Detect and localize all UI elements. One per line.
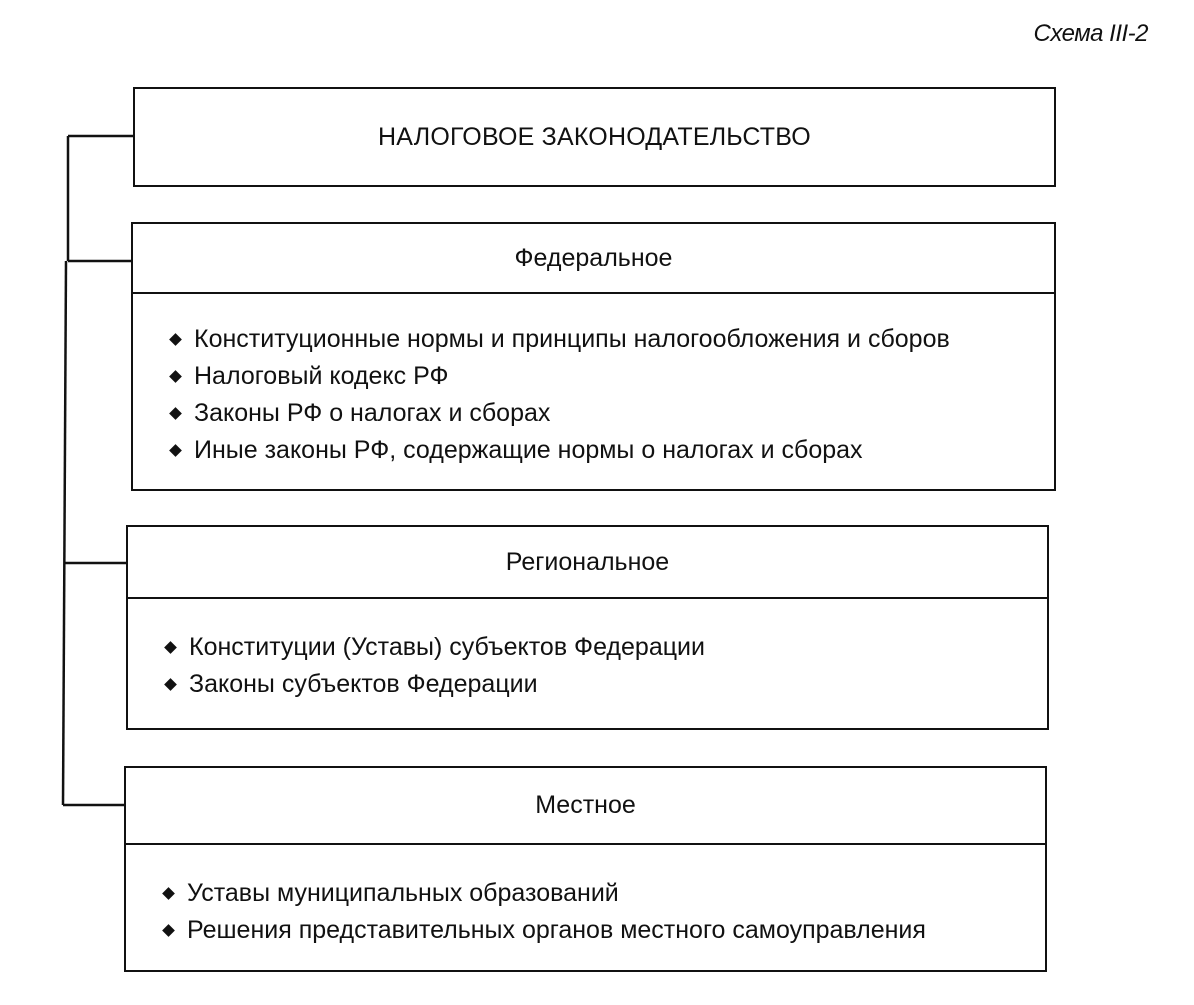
list-item xyxy=(169,358,950,395)
scheme-label: Схема III-2 xyxy=(1033,20,1148,47)
list-item xyxy=(169,432,950,469)
diamond-bullet-icon xyxy=(169,444,182,457)
list-item-text: Законы РФ о налогах и сборах xyxy=(194,399,551,427)
box-local xyxy=(124,766,1047,972)
box-regional-list xyxy=(164,629,705,703)
box-local-list xyxy=(162,875,926,949)
diamond-bullet-icon xyxy=(164,641,177,654)
list-item-text: Иные законы РФ, содержащие нормы о налогах и сборах xyxy=(194,436,863,464)
list-item-text: Налоговый кодекс РФ xyxy=(194,362,449,390)
list-item xyxy=(164,629,705,666)
list-item-text: Конституционные нормы и принципы налогообложения и сборов xyxy=(194,325,950,353)
diamond-bullet-icon xyxy=(164,678,177,691)
box-tax-legislation xyxy=(133,87,1056,187)
box-federal-title: Федеральное xyxy=(133,224,1054,294)
list-item-text: Законы субъектов Федерации xyxy=(189,670,538,698)
box-federal xyxy=(131,222,1056,491)
connector-spine-lower xyxy=(63,261,66,805)
box-local-title: Местное xyxy=(126,768,1045,845)
list-item xyxy=(162,912,926,949)
diamond-bullet-icon xyxy=(162,924,175,937)
list-item xyxy=(169,321,950,358)
diamond-bullet-icon xyxy=(162,887,175,900)
list-item xyxy=(162,875,926,912)
list-item xyxy=(164,666,705,703)
list-item xyxy=(169,395,950,432)
list-item-text: Конституции (Уставы) субъектов Федерации xyxy=(189,633,705,661)
box-tax-legislation-title: НАЛОГОВОЕ ЗАКОНОДАТЕЛЬСТВО xyxy=(378,122,811,151)
diamond-bullet-icon xyxy=(169,370,182,383)
diamond-bullet-icon xyxy=(169,333,182,346)
box-regional-title: Региональное xyxy=(128,527,1047,599)
box-federal-list xyxy=(169,321,950,469)
list-item-text: Решения представительных органов местного самоуправления xyxy=(187,916,926,944)
box-regional xyxy=(126,525,1049,730)
diamond-bullet-icon xyxy=(169,407,182,420)
list-item-text: Уставы муниципальных образований xyxy=(187,879,619,907)
